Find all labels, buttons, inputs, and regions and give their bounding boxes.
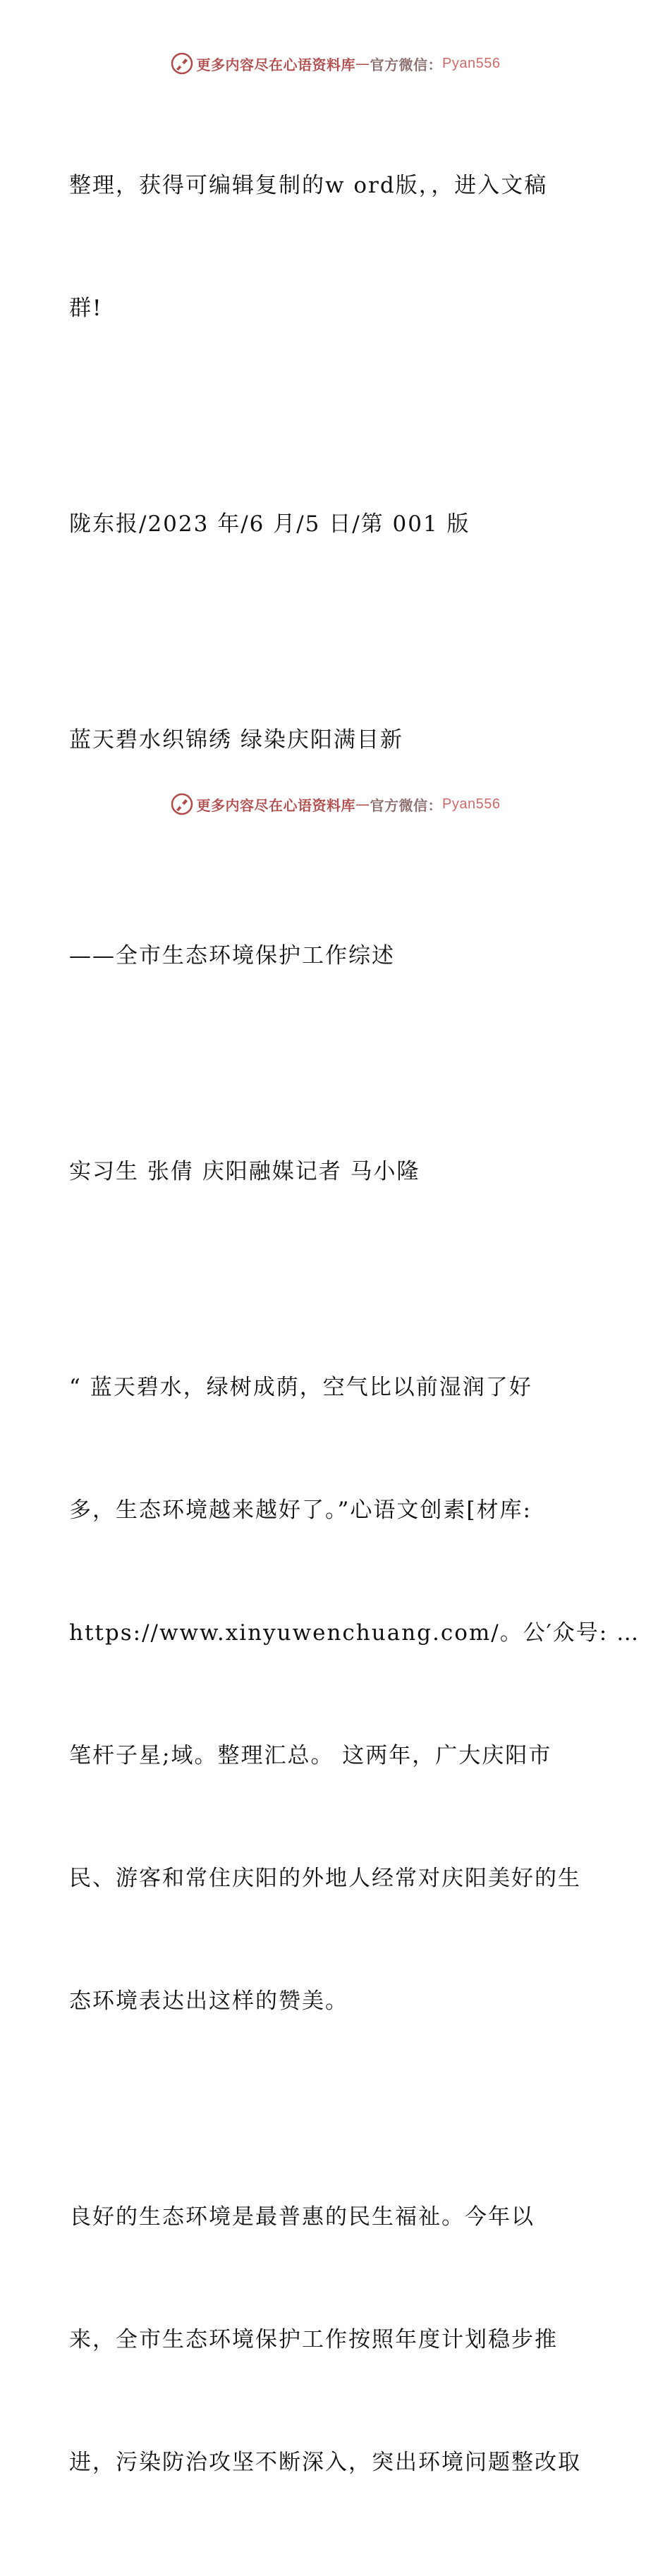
text-line: 群! — [69, 296, 103, 321]
text-line: 进，污染防治攻坚不断深入，突出环境问题整改取 — [69, 2450, 581, 2475]
watermark-id: Pyan556 — [442, 55, 501, 71]
text-line: 陇东报/2023 年/6 月/5 日/第 001 版 — [69, 511, 470, 537]
article-byline — [69, 1069, 605, 1274]
watermark-sub-text: 官方微信： — [370, 796, 443, 814]
paragraph-notice — [69, 83, 605, 411]
text-line: 笔杆子星;域。整理汇总。 这两年，广大庆阳市 — [69, 1743, 552, 1768]
text-line: 蓝天碧水织锦绣 绿染庆阳满目新 — [69, 727, 403, 753]
text-line: 多，生态环境越来越好了。”心语文创素[材库: — [69, 1497, 532, 1523]
pen-logo-icon — [170, 792, 194, 816]
text-line: ——全市生态环境保护工作综述 — [69, 943, 395, 968]
text-line: 来，全市生态环境保护工作按照年度计划稳步推 — [69, 2327, 558, 2352]
paragraph-body-2 — [69, 2115, 605, 2565]
watermark-main-text: 更多内容尽在心语资料库 — [196, 796, 356, 814]
pen-logo-icon — [170, 51, 194, 75]
text-line: 态环境表达出这样的赞美。 — [69, 1988, 348, 2014]
watermark-id: Pyan556 — [442, 796, 501, 812]
text-line: 实习生 张倩 庆阳融媒记者 马小隆 — [69, 1159, 420, 1184]
text-line: https://www.xinyuwenchuang.com/。公′众号: … — [69, 1620, 640, 1646]
paragraph-source — [69, 422, 605, 626]
text-line: 民、游客和常住庆阳的外地人经常对庆阳美好的生 — [69, 1866, 581, 1891]
watermark-separator: — — [355, 796, 370, 813]
text-line: 整理，获得可编辑复制的w ord版，，进入文稿 — [69, 173, 548, 198]
watermark-separator: — — [355, 55, 370, 72]
footer-watermark — [0, 790, 670, 818]
text-line: 良好的生态环境是最普惠的民生福祉。今年以 — [69, 2204, 535, 2230]
article-subtitle — [69, 853, 605, 1058]
header-watermark — [0, 49, 670, 78]
watermark-sub-text: 官方微信： — [370, 56, 443, 73]
watermark-main-text: 更多内容尽在心语资料库 — [196, 56, 356, 73]
text-line: “ 蓝天碧水，绿树成荫，空气比以前湿润了好 — [69, 1375, 532, 1400]
paragraph-body-1 — [69, 1285, 640, 2103]
document-body — [69, 83, 640, 2576]
